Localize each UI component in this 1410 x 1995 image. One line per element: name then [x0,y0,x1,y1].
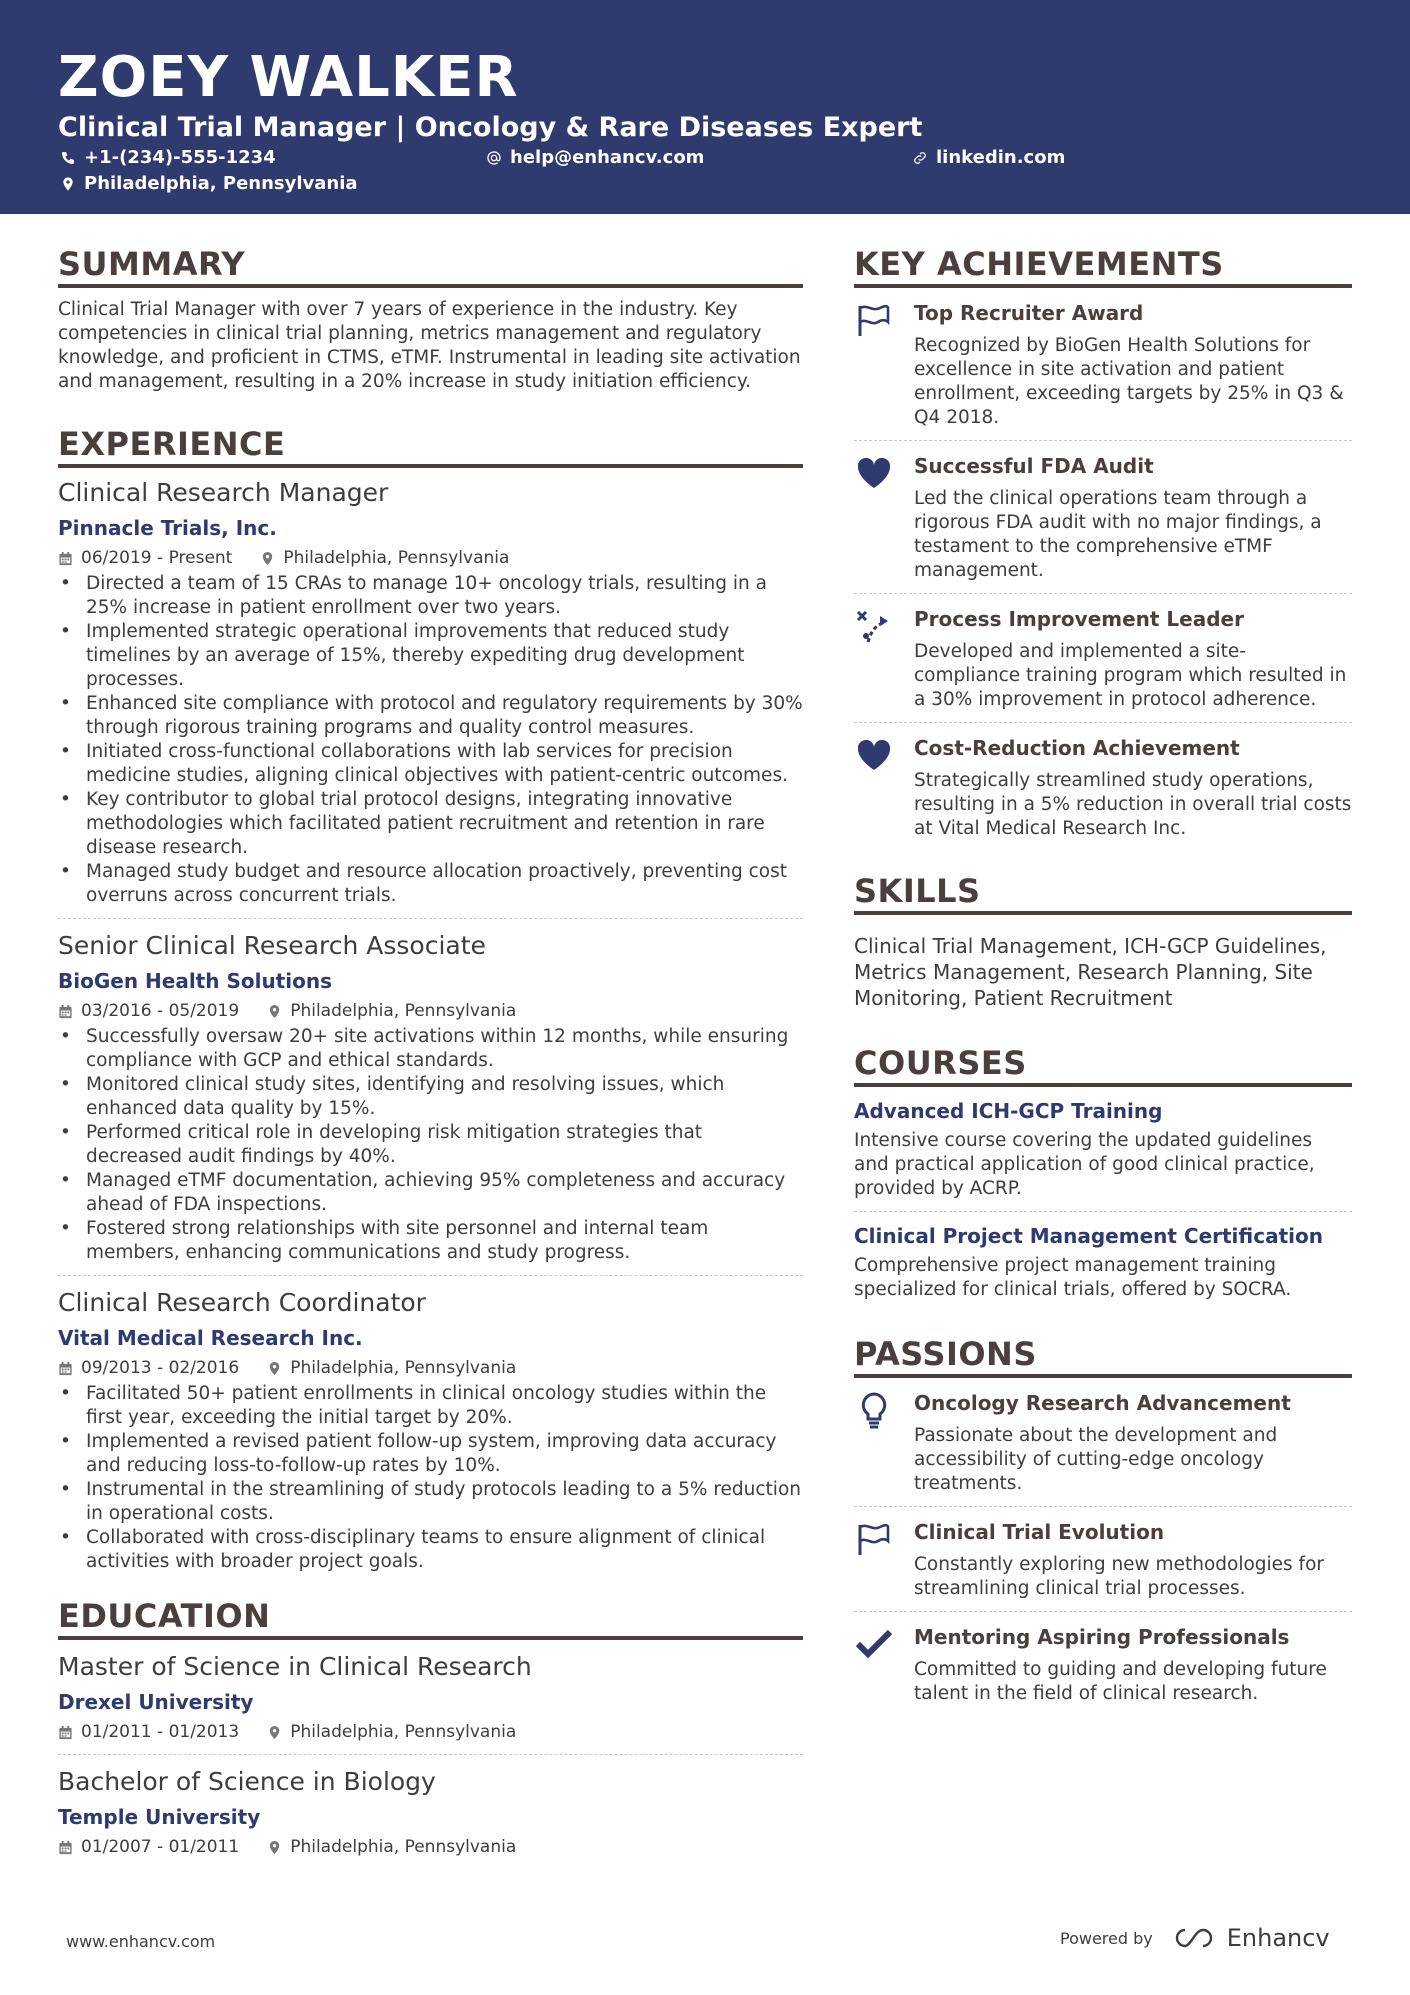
item-title: Mentoring Aspiring Professionals [914,1625,1290,1649]
bullet-item: • Performed critical role in developing risk mitigation strategies that decreased audit findings by 40%. [58,1121,803,1169]
brand-logo[interactable] [1173,1924,1330,1952]
item-title: Process Improvement Leader [914,607,1244,631]
meta-row [58,1835,803,1859]
resume-header [0,0,1410,214]
item-body [914,733,1352,841]
phone-text: +1-(234)-555-1234 [84,147,276,168]
contact-email[interactable] [486,146,704,170]
section-title-skills: SKILLS [854,871,1352,915]
date-text: 01/2011 - 01/2013 [81,1722,240,1742]
item-description: Led the clinical operations team through a rigorous FDA audit with no major findings, a testament to the comprehensive eTMF management. [914,488,1322,581]
brand-name: Enhancv [1226,1924,1330,1952]
bullet-item: • Managed eTMF documentation, achieving 95% completeness and accuracy ahead of FDA inspections. [58,1169,803,1217]
date-text: 03/2016 - 05/2019 [81,1001,240,1021]
date-range [58,999,239,1023]
item-body [914,604,1352,712]
education-list [58,1650,803,1859]
list-item [854,1506,1352,1611]
calendar-icon [58,1725,73,1740]
strategy-icon [854,604,914,712]
location [267,1356,516,1380]
calendar-icon [58,1361,73,1376]
list-item [854,440,1352,593]
bullet-item: • Successfully oversaw 20+ site activations within 12 months, while ensuring compliance with GCP and ethical standards. [58,1025,803,1073]
item-title: Successful FDA Audit [914,454,1154,478]
item-body [914,1388,1352,1496]
location-pin-icon [267,1725,282,1740]
bullet-item: • Fostered strong relationships with site personnel and internal team members, enhancing communications and study progress. [58,1217,803,1265]
calendar-icon [58,1004,73,1019]
passions-list [854,1378,1352,1716]
degree-title: Master of Science in Clinical Research [58,1652,532,1681]
entry-divider [58,1275,803,1276]
phone-icon [60,150,76,166]
location-pin-icon [260,551,275,566]
bullet-item: • Key contributor to global trial protocol designs, integrating innovative methodologies which facilitated patient recruitment and retention in rare disease research. [58,788,803,860]
passions-section [854,1334,1352,1716]
job-title: Senior Clinical Research Associate [58,931,486,960]
achievements-list [854,288,1352,851]
bullet-item: • Monitored clinical study sites, identifying and resolving issues, which enhanced data quality by 15%. [58,1073,803,1121]
item-title: Oncology Research Advancement [914,1391,1291,1415]
footer-powered [1060,1924,1330,1952]
list-item [854,288,1352,440]
section-title-experience: EXPERIENCE [58,424,803,468]
location-pin-icon [267,1840,282,1855]
degree-title: Bachelor of Science in Biology [58,1767,436,1796]
school-name[interactable]: Temple University [58,1805,261,1829]
lightbulb-icon [854,1388,914,1496]
date-range [58,546,232,570]
item-description: Strategically streamlined study operations, resulting in a 5% reduction in overall trial costs at Vital Medical Research Inc. [914,770,1352,839]
calendar-icon [58,1840,73,1855]
list-item [854,1378,1352,1506]
company-name[interactable]: Pinnacle Trials, Inc. [58,516,277,540]
job-title: Clinical Research Manager [58,478,389,507]
item-body [914,1517,1352,1601]
job-bullets [58,1382,803,1574]
link-icon [912,150,928,166]
entry-divider [58,1754,803,1755]
list-item [854,593,1352,722]
meta-row [58,999,803,1023]
linkedin-text: linkedin.com [936,147,1066,168]
item-description: Constantly exploring new methodologies for streamlining clinical trial processes. [914,1554,1324,1599]
location-text: Philadelphia, Pennsylvania [283,548,510,568]
experience-entry [58,918,803,1265]
location-pin-icon [60,176,76,192]
item-description: Committed to guiding and developing future talent in the field of clinical research. [914,1659,1327,1704]
date-text: 09/2013 - 02/2016 [81,1358,240,1378]
item-description: Developed and implemented a site-compliance training program which resulted in a 30% improvement in protocol adherence. [914,641,1347,710]
school-name[interactable]: Drexel University [58,1690,254,1714]
bullet-item: • Facilitated 50+ patient enrollments in clinical oncology studies within the first year, exceeding the initial target by 20%. [58,1382,803,1430]
skills-section [854,871,1352,1011]
location-text: Philadelphia, Pennsylvania [290,1837,517,1857]
item-description: Recognized by BioGen Health Solutions for excellence in site activation and patient enrollment, exceeding targets by 25% in Q3 & Q4 2018. [914,335,1344,428]
item-body [914,298,1352,430]
heart-icon [854,733,914,841]
meta-row [58,1720,803,1744]
education-entry [58,1650,803,1744]
email-text: help@enhancv.com [510,147,705,168]
location-pin-icon [267,1004,282,1019]
bullet-item: • Implemented a revised patient follow-up system, improving data accuracy and reducing loss-to-follow-up rates by 10%. [58,1430,803,1478]
calendar-icon [58,551,73,566]
bullet-item: • Implemented strategic operational improvements that reduced study timelines by an average of 15%, thereby expediting drug development processes. [58,620,803,692]
bullet-item: • Collaborated with cross-disciplinary teams to ensure alignment of clinical activities with broader project goals. [58,1526,803,1574]
left-column [58,244,803,1859]
education-entry [58,1754,803,1859]
education-section [58,1596,803,1859]
company-name[interactable]: Vital Medical Research Inc. [58,1326,363,1350]
location-text: Philadelphia, Pennsylvania [290,1001,517,1021]
section-title-achievements: KEY ACHIEVEMENTS [854,244,1352,288]
location-text: Philadelphia, Pennsylvania [84,173,358,194]
experience-list [58,476,803,1574]
item-title: Cost-Reduction Achievement [914,736,1240,760]
date-text: 01/2007 - 01/2011 [81,1837,240,1857]
contact-location [60,172,358,196]
course-entry [854,1211,1352,1312]
courses-list [854,1087,1352,1312]
course-title[interactable]: Clinical Project Management Certification [854,1224,1323,1248]
footer-website[interactable]: www.enhancv.com [66,1932,216,1951]
section-title-education: EDUCATION [58,1596,803,1640]
list-item [854,1611,1352,1716]
achievements-section [854,244,1352,851]
infinity-logo-icon [1173,1926,1219,1950]
location [267,1720,516,1744]
location-pin-icon [267,1361,282,1376]
candidate-name: ZOEY WALKER [58,45,519,110]
date-text: 06/2019 - Present [81,548,233,568]
location-text: Philadelphia, Pennsylvania [290,1358,517,1378]
item-title: Top Recruiter Award [914,301,1144,325]
entry-divider [58,918,803,919]
skills-text: Clinical Trial Management, ICH-GCP Guidelines, Metrics Management, Research Planning, Site Monitoring, Patient Recruitment [854,934,1327,1010]
bullet-item: • Directed a team of 15 CRAs to manage 10+ oncology trials, resulting in a 25% increase in patient enrollment over two years. [58,572,803,620]
bullet-item: • Enhanced site compliance with protocol and regulatory requirements by 30% through rigorous training programs and quality control measures. [58,692,803,740]
section-title-summary: SUMMARY [58,244,803,288]
flag-icon [854,1517,914,1601]
courses-section [854,1043,1352,1312]
company-name[interactable]: BioGen Health Solutions [58,969,332,993]
at-icon [486,150,502,166]
meta-row [58,1356,803,1380]
experience-section [58,424,803,1574]
candidate-headline: Clinical Trial Manager | Oncology & Rare Diseases Expert [58,112,923,143]
job-title: Clinical Research Coordinator [58,1288,426,1317]
meta-row [58,546,803,570]
bullet-item: • Managed study budget and resource allocation proactively, preventing cost overruns across concurrent trials. [58,860,803,908]
location [260,546,509,570]
heart-icon [854,451,914,583]
location [267,1835,516,1859]
section-title-courses: COURSES [854,1043,1352,1087]
course-description: Intensive course covering the updated guidelines and practical application of good clinical practice, provided by ACRP. [854,1130,1315,1199]
list-item [854,722,1352,851]
date-range [58,1720,239,1744]
job-bullets [58,572,803,908]
right-column [854,244,1352,1716]
powered-by-label: Powered by [1060,1928,1153,1948]
date-range [58,1835,239,1859]
experience-entry [58,1275,803,1574]
item-body [914,1622,1352,1706]
item-description: Passionate about the development and accessibility of cutting-edge oncology treatments. [914,1425,1278,1494]
check-icon [854,1622,914,1706]
bullet-item: • Instrumental in the streamlining of study protocols leading to a 5% reduction in operational costs. [58,1478,803,1526]
date-range [58,1356,239,1380]
item-body [914,451,1352,583]
contact-linkedin[interactable] [912,146,1065,170]
summary-text: Clinical Trial Manager with over 7 years of experience in the industry. Key competencies in clinical trial planning, metrics management and regulatory knowledge, and proficient in CTMS, eTMF. Instrumental in leading site activation and management, resulting in a 20% increase in study initiation efficiency. [58,299,801,392]
bullet-item: • Initiated cross-functional collaborations with lab services for precision medicine studies, aligning clinical objectives with patient-centric outcomes. [58,740,803,788]
summary-section [58,244,803,394]
flag-icon [854,298,914,430]
location-text: Philadelphia, Pennsylvania [290,1722,517,1742]
course-entry [854,1087,1352,1211]
course-description: Comprehensive project management training specialized for clinical trials, offered by SOCRA. [854,1255,1292,1300]
experience-entry [58,476,803,908]
contact-phone[interactable] [60,146,276,170]
location [267,999,516,1023]
job-bullets [58,1025,803,1265]
course-title[interactable]: Advanced ICH-GCP Training [854,1099,1163,1123]
section-title-passions: PASSIONS [854,1334,1352,1378]
item-title: Clinical Trial Evolution [914,1520,1165,1544]
